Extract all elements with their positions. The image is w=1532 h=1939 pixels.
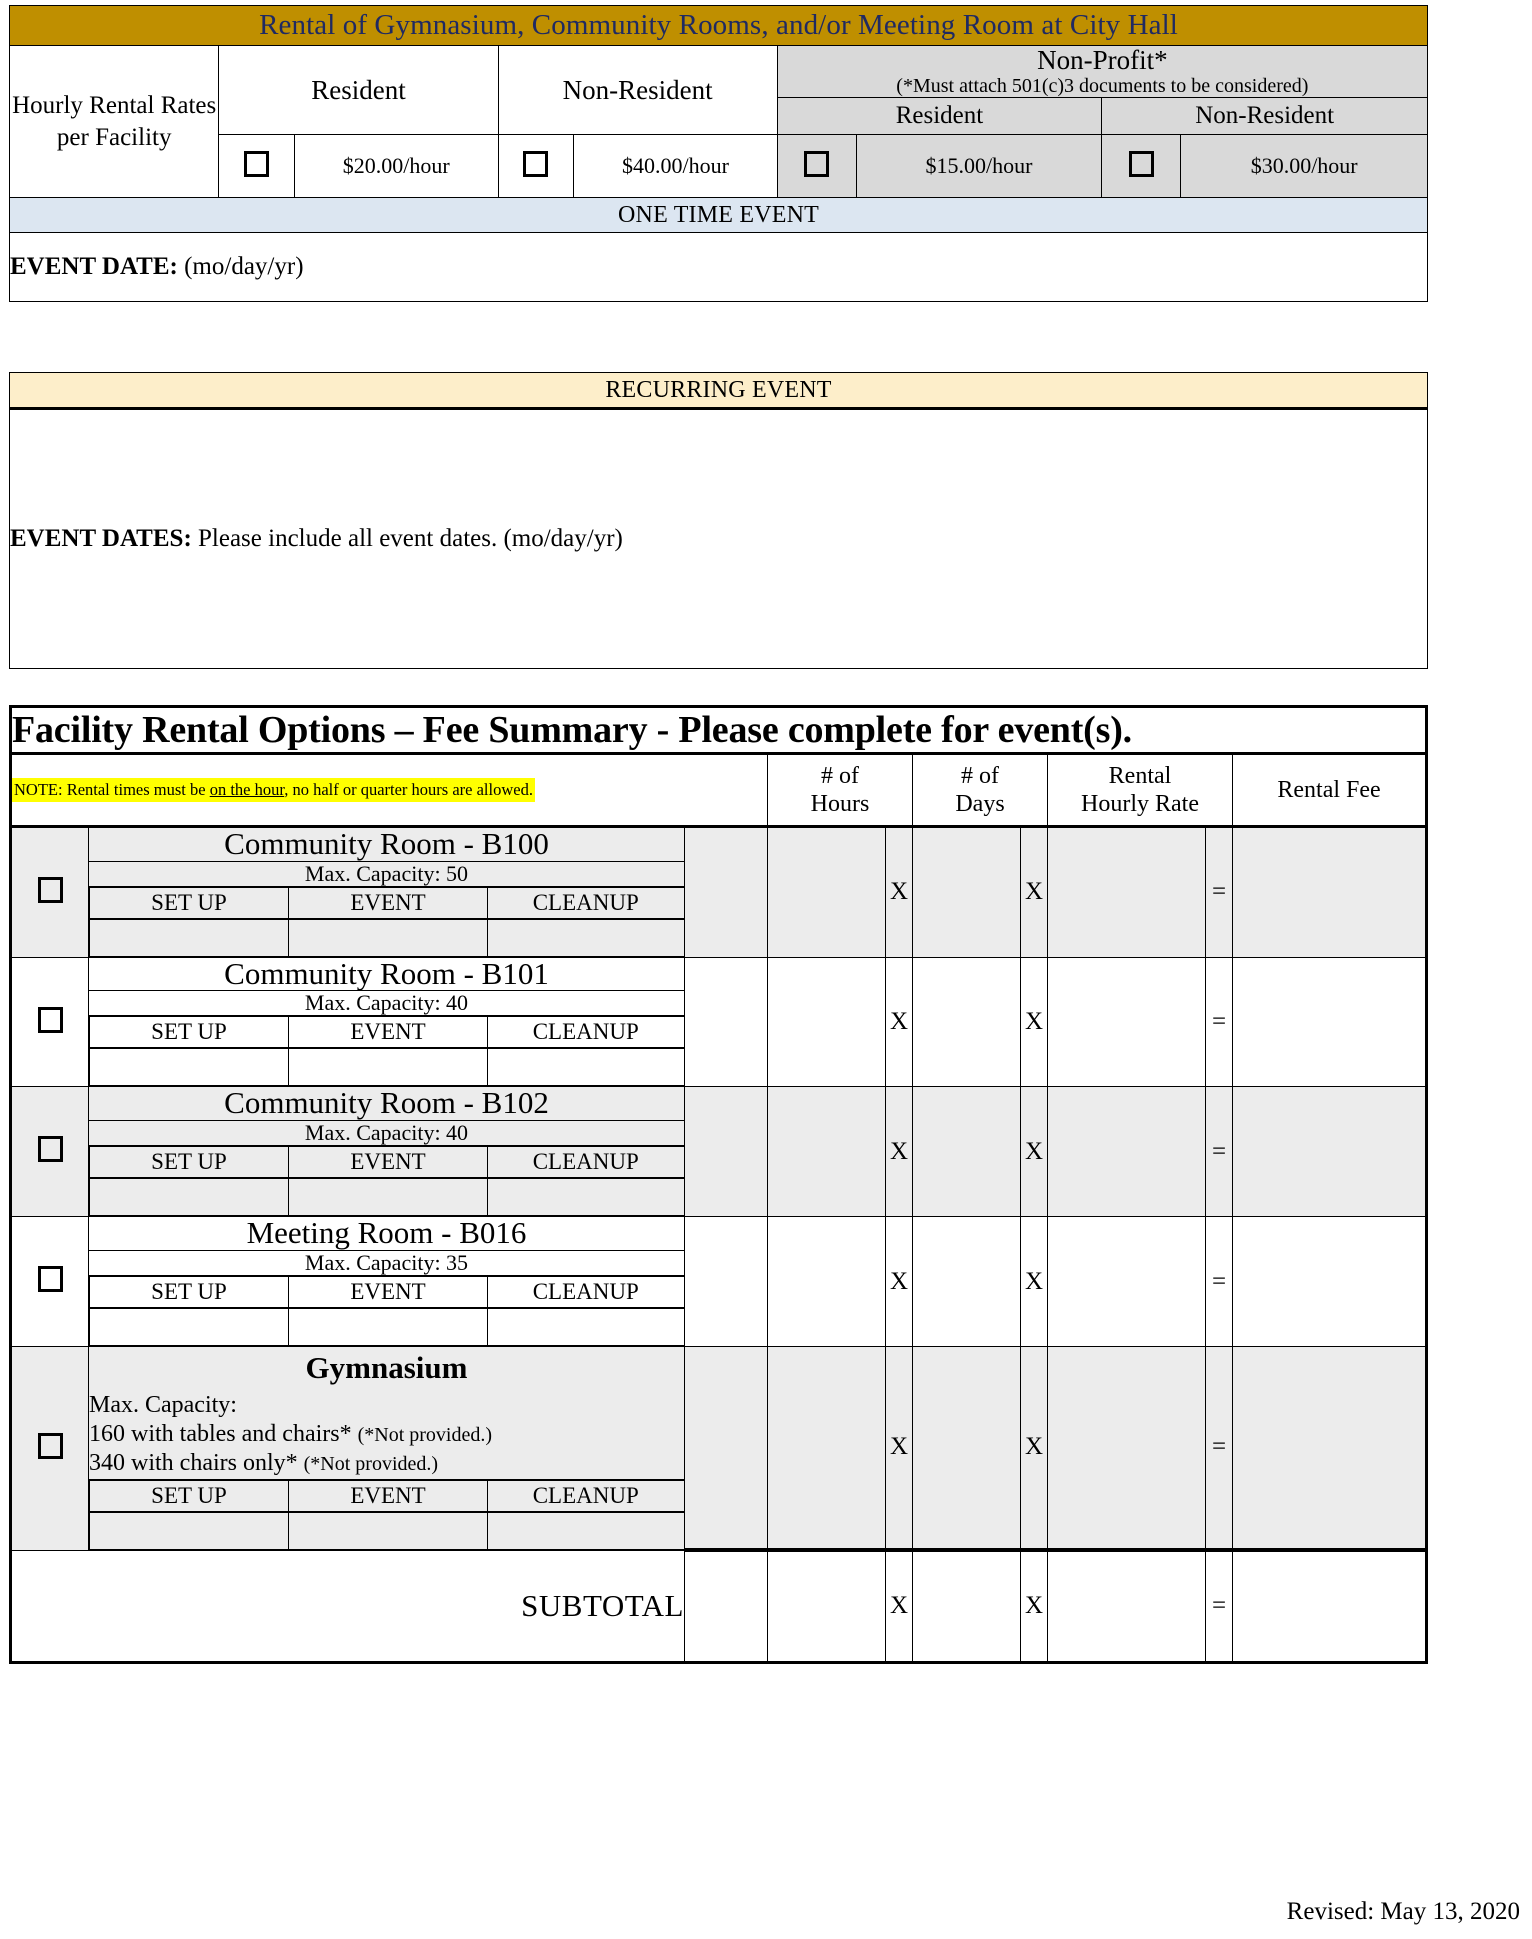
room-name-b101: Community Room - B101 (89, 957, 685, 991)
multiply-symbol: X (1021, 957, 1048, 1087)
segment-header-setup: SET UP (90, 1147, 289, 1179)
segment-input-setup-gymnasium[interactable] (90, 1512, 289, 1550)
segment-header-setup: SET UP (90, 1017, 289, 1049)
event-date-field[interactable] (10, 233, 1428, 302)
segment-header-event: EVENT (289, 1147, 488, 1179)
segment-input-setup-b102[interactable] (90, 1178, 289, 1216)
room-capacity-b102: Max. Capacity: 40 (89, 1121, 685, 1146)
revision-note: Revised: May 13, 2020 (1286, 1898, 1520, 1925)
spacer-cell (685, 1346, 768, 1550)
room-capacity-b016: Max. Capacity: 35 (89, 1250, 685, 1275)
rental-fee-input-b101[interactable] (1233, 957, 1427, 1087)
segment-header-setup: SET UP (90, 887, 289, 919)
room-capacity-b101: Max. Capacity: 40 (89, 991, 685, 1016)
checkbox-icon[interactable] (244, 151, 269, 177)
segment-header-event: EVENT (289, 1276, 488, 1308)
hours-input-b100[interactable] (768, 827, 886, 958)
hourly-rate-input-gymnasium[interactable] (1048, 1346, 1206, 1550)
gym-cap1-text: 160 with tables and chairs* (89, 1421, 352, 1448)
hours-line-1: # of (821, 762, 859, 789)
gymnasium-capacity-line1 (89, 1420, 684, 1449)
multiply-symbol: X (1021, 827, 1048, 958)
spacer-cell (685, 1217, 768, 1347)
spacer-cell (685, 957, 768, 1087)
multiply-symbol: X (1021, 1550, 1048, 1662)
nonprofit-resident-rate-value: $15.00/hour (856, 135, 1101, 198)
hourly-rate-input-b016[interactable] (1048, 1217, 1206, 1347)
checkbox-icon[interactable] (38, 1266, 63, 1292)
equals-symbol: = (1206, 1550, 1233, 1662)
days-input-b102[interactable] (913, 1087, 1021, 1217)
segment-header-event: EVENT (289, 887, 488, 919)
hours-line-2: Hours (810, 791, 870, 817)
segment-header-event: EVENT (289, 1480, 488, 1512)
rental-time-note-highlight (12, 778, 535, 802)
note-suffix: , no half or quarter hours are allowed. (284, 780, 533, 799)
room-checkbox-b102[interactable] (11, 1087, 89, 1217)
gym-cap1-note: (*Not provided.) (357, 1424, 493, 1447)
segment-input-cleanup-b102[interactable] (488, 1178, 685, 1216)
checkbox-icon[interactable] (38, 1007, 63, 1033)
hourly-rate-table (9, 5, 1428, 302)
multiply-symbol: X (886, 1346, 913, 1550)
hours-input-gymnasium[interactable] (768, 1346, 886, 1550)
nonresident-rate-checkbox[interactable] (498, 135, 574, 198)
spacer-cell (685, 1087, 768, 1217)
subtotal-label: SUBTOTAL (11, 1550, 685, 1662)
fee-summary-subtitle: - Please complete for event(s). (647, 709, 1132, 751)
room-checkbox-gymnasium[interactable] (11, 1346, 89, 1550)
segment-header-setup: SET UP (90, 1480, 289, 1512)
rental-fee-input-gymnasium[interactable] (1233, 1346, 1427, 1550)
recurring-event-band: RECURRING EVENT (10, 373, 1428, 409)
segment-header-setup: SET UP (90, 1276, 289, 1308)
equals-symbol: = (1206, 957, 1233, 1087)
checkbox-icon[interactable] (38, 1136, 63, 1162)
gymnasium-description (89, 1346, 685, 1479)
page-title: Rental of Gymnasium, Community Rooms, and/or Meeting Room at City Hall (10, 6, 1428, 46)
nonprofit-header (777, 46, 1427, 98)
gym-cap2-note: (*Not provided.) (303, 1453, 439, 1476)
segment-input-event-b101[interactable] (289, 1048, 488, 1086)
days-line-2: Days (955, 791, 1005, 817)
nonprofit-resident-rate-checkbox[interactable] (777, 135, 856, 198)
multiply-symbol: X (886, 1550, 913, 1662)
segment-header-event: EVENT (289, 1017, 488, 1049)
multiply-symbol: X (886, 827, 913, 958)
hourly-rate-input-b102[interactable] (1048, 1087, 1206, 1217)
nonprofit-nonresident-rate-checkbox[interactable] (1102, 135, 1181, 198)
rental-fee-input-b102[interactable] (1233, 1087, 1427, 1217)
multiply-symbol: X (1021, 1087, 1048, 1217)
rate-row-label: Hourly Rental Rates per Facility (10, 46, 219, 198)
column-header-days (913, 754, 1048, 827)
nonprofit-header-label: Non-Profit* (1037, 45, 1168, 75)
fee-summary-table (9, 705, 1428, 1664)
nonprofit-nonresident-rate-value: $30.00/hour (1181, 135, 1428, 198)
gymnasium-capacity-line2 (89, 1449, 684, 1478)
segment-input-event-b102[interactable] (289, 1178, 488, 1216)
event-dates-hint: Please include all event dates. (mo/day/yr) (198, 525, 623, 552)
rate-line-2: Hourly Rate (1081, 791, 1199, 817)
multiply-symbol: X (886, 1087, 913, 1217)
segment-input-cleanup-gymnasium[interactable] (488, 1512, 685, 1550)
equals-symbol: = (1206, 1217, 1233, 1347)
one-time-event-band: ONE TIME EVENT (10, 198, 1428, 233)
checkbox-icon[interactable] (804, 151, 829, 177)
subtotal-rental-fee[interactable] (1233, 1550, 1427, 1662)
segment-header-cleanup: CLEANUP (488, 1276, 685, 1308)
days-input-b100[interactable] (913, 827, 1021, 958)
fee-summary-title: Facility Rental Options – Fee Summary (12, 709, 648, 751)
equals-symbol: = (1206, 827, 1233, 958)
segment-header-cleanup: CLEANUP (488, 1017, 685, 1049)
segment-input-cleanup-b016[interactable] (488, 1308, 685, 1346)
checkbox-icon[interactable] (1129, 151, 1154, 177)
multiply-symbol: X (886, 1217, 913, 1347)
segment-input-setup-b016[interactable] (90, 1308, 289, 1346)
segment-input-cleanup-b100[interactable] (488, 919, 685, 957)
event-dates-label: EVENT DATES: (10, 525, 192, 552)
rental-fee-input-b100[interactable] (1233, 827, 1427, 958)
days-input-gymnasium[interactable] (913, 1346, 1021, 1550)
note-prefix: NOTE: Rental times must be (14, 780, 210, 799)
event-date-hint: (mo/day/yr) (184, 253, 304, 281)
room-capacity-b100: Max. Capacity: 50 (89, 861, 685, 886)
multiply-symbol: X (886, 957, 913, 1087)
hours-input-b101[interactable] (768, 957, 886, 1087)
column-header-hourly-rate (1048, 754, 1233, 827)
equals-symbol: = (1206, 1087, 1233, 1217)
segment-input-event-gymnasium[interactable] (289, 1512, 488, 1550)
hours-input-b102[interactable] (768, 1087, 886, 1217)
gym-cap2-text: 340 with chairs only* (89, 1450, 298, 1477)
nonprofit-resident-header: Resident (777, 98, 1102, 135)
nonprofit-header-note: (*Must attach 501(c)3 documents to be considered) (896, 75, 1309, 98)
nonprofit-nonresident-header: Non-Resident (1102, 98, 1428, 135)
multiply-symbol: X (1021, 1346, 1048, 1550)
room-name-gymnasium: Gymnasium (305, 1349, 468, 1385)
equals-symbol: = (1206, 1346, 1233, 1550)
hours-input-b016[interactable] (768, 1217, 886, 1347)
event-date-label: EVENT DATE: (10, 253, 178, 281)
segment-input-event-b016[interactable] (289, 1308, 488, 1346)
column-header-hours (768, 754, 913, 827)
rental-time-note (11, 754, 768, 827)
days-input-b016[interactable] (913, 1217, 1021, 1347)
rental-fee-input-b016[interactable] (1233, 1217, 1427, 1347)
segment-header-cleanup: CLEANUP (488, 1147, 685, 1179)
segment-header-cleanup: CLEANUP (488, 887, 685, 919)
nonresident-rate-value: $40.00/hour (574, 135, 778, 198)
rate-line-1: Rental (1108, 762, 1172, 789)
checkbox-icon[interactable] (38, 877, 63, 903)
checkbox-icon[interactable] (38, 1433, 63, 1459)
subtotal-hours[interactable] (768, 1550, 886, 1662)
room-name-b100: Community Room - B100 (89, 827, 685, 862)
segment-input-cleanup-b101[interactable] (488, 1048, 685, 1086)
room-name-b016: Meeting Room - B016 (89, 1217, 685, 1251)
room-checkbox-b101[interactable] (11, 957, 89, 1087)
subtotal-hourly-rate[interactable] (1048, 1550, 1206, 1662)
room-checkbox-b016[interactable] (11, 1217, 89, 1347)
event-dates-field[interactable] (10, 409, 1428, 669)
subtotal-days[interactable] (913, 1550, 1021, 1662)
recurring-event-table (9, 372, 1428, 669)
checkbox-icon[interactable] (523, 151, 548, 177)
hourly-rate-input-b100[interactable] (1048, 827, 1206, 958)
multiply-symbol: X (1021, 1217, 1048, 1347)
resident-header: Resident (219, 46, 498, 135)
resident-rate-checkbox[interactable] (219, 135, 295, 198)
segment-input-setup-b100[interactable] (90, 919, 289, 957)
spacer-cell (685, 1550, 768, 1662)
days-input-b101[interactable] (913, 957, 1021, 1087)
note-emphasis: on the hour (209, 780, 285, 799)
segment-header-cleanup: CLEANUP (488, 1480, 685, 1512)
gymnasium-capacity-label: Max. Capacity: (89, 1391, 237, 1418)
room-name-b102: Community Room - B102 (89, 1087, 685, 1121)
nonresident-header: Non-Resident (498, 46, 777, 135)
segment-input-setup-b101[interactable] (90, 1048, 289, 1086)
resident-rate-value: $20.00/hour (294, 135, 498, 198)
fee-summary-title-row (11, 707, 1427, 754)
days-line-1: # of (961, 762, 999, 789)
segment-input-event-b100[interactable] (289, 919, 488, 957)
hourly-rate-input-b101[interactable] (1048, 957, 1206, 1087)
spacer-cell (685, 827, 768, 958)
room-checkbox-b100[interactable] (11, 827, 89, 958)
column-header-rental-fee: Rental Fee (1233, 754, 1427, 827)
